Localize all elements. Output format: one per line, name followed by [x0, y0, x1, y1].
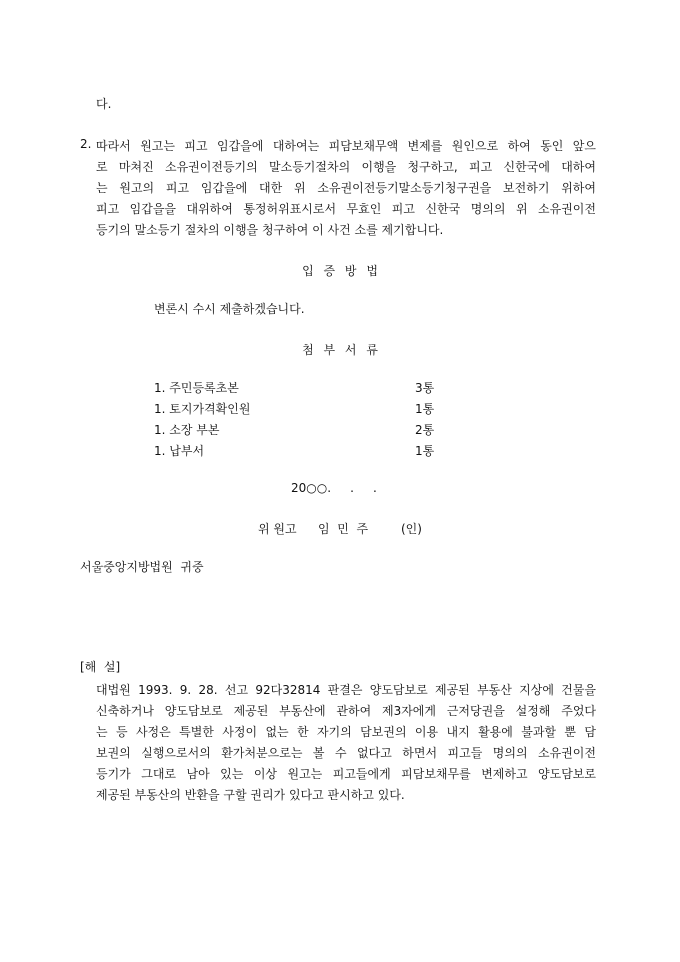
section-2-line: 등기의 말소등기 절차의 이행을 청구하여 이 사건 소를 제기합니다.: [96, 223, 444, 237]
evidence-text: 변론시 수시 제출하겠습니다.: [154, 302, 305, 316]
commentary-line: 신축하거나 양도담보로 제공된 부동산에 관하여 제3자에게 근저당권을 설정해 주었다: [96, 704, 596, 718]
court-addressee: 서울중앙지방법원 귀중: [80, 560, 204, 574]
section-2-line: 로 마쳐진 소유권이전등기의 말소등기절차의 이행을 청구하고, 피고 신한국에 대하여: [96, 160, 596, 174]
attachment-item-name: 1. 소장 부본: [154, 423, 220, 437]
commentary-line: 대법원 1993. 9. 28. 선고 92다32814 판결은 양도담보로 제공된 부동산 지상에 건물을: [96, 683, 596, 697]
attachment-item-name: 1. 납부서: [154, 444, 205, 458]
attachment-item-qty: 3통: [415, 381, 435, 395]
evidence-heading: 입 증 방 법: [302, 264, 378, 278]
commentary-line: 제공된 부동산의 반환을 구할 권리가 있다고 판시하고 있다.: [96, 788, 405, 802]
attachment-item-name: 1. 주민등록초본: [154, 381, 239, 395]
section-2-line: 따라서 원고는 피고 임갑을에 대하여는 피담보채무액 변제를 원인으로 하여 동인 앞으: [96, 139, 596, 153]
attachment-item-name: 1. 토지가격확인원: [154, 402, 251, 416]
section-2-line: 피고 임갑을을 대위하여 통정허위표시로서 무효인 피고 신한국 명의의 위 소유권이전: [96, 202, 596, 216]
signature-seal: (인): [401, 522, 422, 536]
signature-name: 임 민 주: [318, 522, 369, 536]
section-2-line: 는 원고의 피고 임갑을에 대한 위 소유권이전등기말소등기청구권을 보전하기 위하여: [96, 181, 596, 195]
commentary-line: 등기가 그대로 남아 있는 이상 원고는 피고들에게 피담보채무를 변제하고 양도담보로: [96, 767, 596, 781]
continuation-text: 다.: [96, 97, 112, 111]
commentary-label: [해 설]: [80, 660, 121, 674]
attachment-item-qty: 2통: [415, 423, 435, 437]
filing-date: 20○○. . .: [291, 481, 377, 495]
attachments-heading: 첨 부 서 류: [302, 343, 378, 357]
attachment-item-qty: 1통: [415, 444, 435, 458]
commentary-line: 보권의 실행으로서의 환가처분으로는 볼 수 없다고 하면서 피고들 명의의 소유권이전: [96, 746, 596, 760]
attachment-item-qty: 1통: [415, 402, 435, 416]
section-2-number: 2.: [80, 137, 92, 151]
signature-role: 위 원고: [258, 522, 297, 536]
commentary-line: 는 등 사정은 특별한 사정이 없는 한 자기의 담보권의 이용 내지 활용에 불과할 뿐 담: [96, 725, 596, 739]
